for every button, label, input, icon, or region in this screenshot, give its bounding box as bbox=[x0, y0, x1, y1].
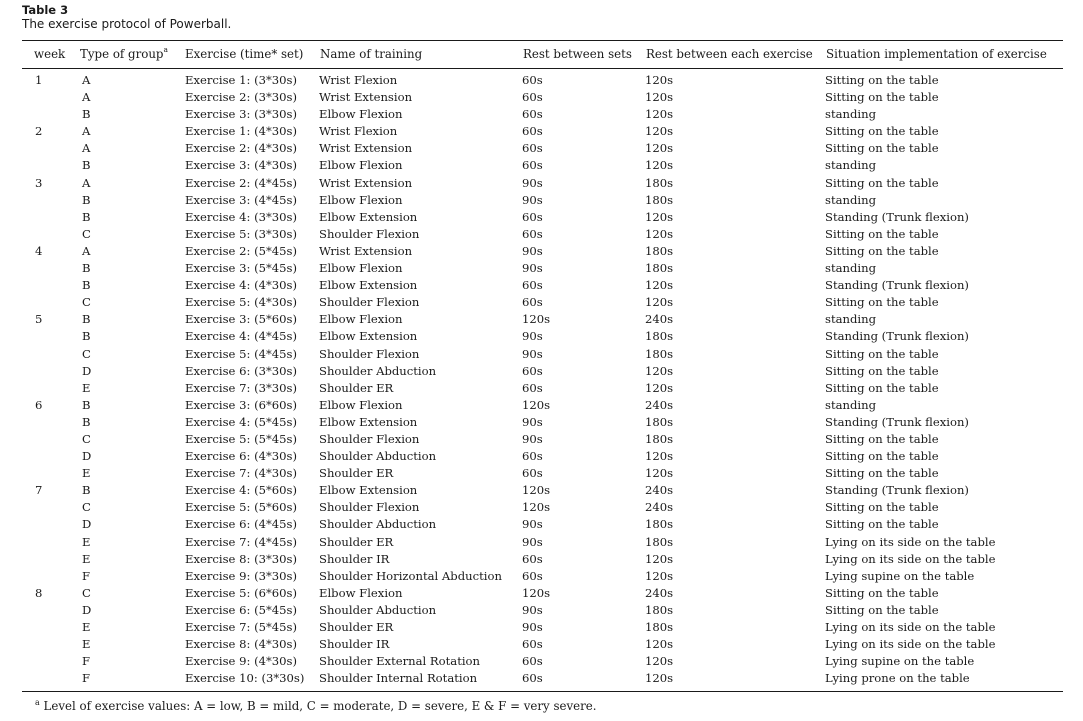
header-rule bbox=[22, 68, 1063, 69]
cell-group: D bbox=[82, 363, 92, 378]
cell-group: B bbox=[82, 329, 91, 344]
table-footnote bbox=[35, 698, 597, 714]
footnote-text: Level of exercise values: A = low, B = mild, C = moderate, D = severe, E & F = very severe. bbox=[43, 699, 597, 713]
cell-situation: Sitting on the table bbox=[825, 431, 939, 446]
table-row bbox=[0, 534, 1083, 551]
cell-rest-exercise: 120s bbox=[645, 654, 674, 669]
cell-rest-sets: 60s bbox=[522, 380, 543, 395]
cell-situation: standing bbox=[825, 261, 877, 276]
cell-rest-sets: 60s bbox=[522, 226, 543, 241]
cell-group: C bbox=[82, 346, 91, 361]
table-row bbox=[0, 431, 1083, 448]
cell-name: Elbow Flexion bbox=[319, 192, 403, 207]
bottom-rule bbox=[22, 691, 1063, 692]
table-row bbox=[0, 448, 1083, 465]
cell-rest-exercise: 180s bbox=[645, 431, 674, 446]
table-row bbox=[0, 192, 1083, 209]
cell-name: Elbow Extension bbox=[319, 278, 418, 293]
table-row bbox=[0, 670, 1083, 687]
cell-name: Shoulder Abduction bbox=[319, 517, 437, 532]
cell-situation: Sitting on the table bbox=[825, 141, 939, 156]
cell-situation: Standing (Trunk flexion) bbox=[825, 483, 969, 498]
cell-exercise: Exercise 7: (4*30s) bbox=[185, 466, 297, 481]
cell-situation: Sitting on the table bbox=[825, 226, 939, 241]
cell-group: E bbox=[82, 620, 91, 634]
cell-rest-sets: 90s bbox=[522, 175, 543, 190]
table-row bbox=[0, 397, 1083, 414]
cell-week: 1 bbox=[35, 73, 43, 87]
cell-rest-sets: 60s bbox=[522, 158, 543, 173]
cell-rest-exercise: 120s bbox=[645, 671, 674, 686]
cell-rest-sets: 90s bbox=[522, 534, 543, 549]
cell-name: Elbow Flexion bbox=[319, 158, 403, 173]
cell-name: Shoulder ER bbox=[319, 534, 394, 549]
cell-group: D bbox=[82, 449, 92, 464]
cell-rest-exercise: 180s bbox=[645, 261, 674, 276]
cell-name: Shoulder IR bbox=[319, 551, 390, 566]
table-row bbox=[0, 568, 1083, 585]
cell-name: Shoulder Flexion bbox=[319, 346, 420, 361]
header-name: Name of training bbox=[320, 47, 423, 61]
cell-situation: Sitting on the table bbox=[825, 500, 939, 515]
cell-name: Elbow Extension bbox=[319, 329, 418, 344]
table-row bbox=[0, 72, 1083, 89]
cell-rest-sets: 90s bbox=[522, 431, 543, 446]
cell-rest-sets: 90s bbox=[522, 620, 543, 634]
cell-exercise: Exercise 5: (4*45s) bbox=[185, 346, 297, 361]
cell-situation: Standing (Trunk flexion) bbox=[825, 278, 969, 293]
cell-exercise: Exercise 2: (5*45s) bbox=[185, 243, 297, 258]
table-row bbox=[0, 328, 1083, 345]
cell-name: Shoulder ER bbox=[319, 466, 394, 481]
cell-name: Shoulder Flexion bbox=[319, 431, 420, 446]
table-row bbox=[0, 551, 1083, 568]
cell-rest-sets: 90s bbox=[522, 243, 543, 258]
cell-rest-exercise: 120s bbox=[645, 107, 674, 122]
cell-rest-exercise: 240s bbox=[645, 585, 674, 600]
cell-rest-exercise: 180s bbox=[645, 329, 674, 344]
cell-name: Elbow Flexion bbox=[319, 397, 403, 412]
table-row bbox=[0, 175, 1083, 192]
cell-group: B bbox=[82, 312, 91, 327]
cell-rest-sets: 60s bbox=[522, 568, 543, 583]
header-group-label: Type of group bbox=[80, 47, 164, 61]
cell-rest-sets: 60s bbox=[522, 209, 543, 224]
cell-week: 8 bbox=[35, 585, 43, 600]
cell-exercise: Exercise 6: (4*45s) bbox=[185, 517, 297, 532]
cell-exercise: Exercise 5: (5*45s) bbox=[185, 431, 297, 446]
cell-rest-exercise: 120s bbox=[645, 380, 674, 395]
cell-situation: Sitting on the table bbox=[825, 449, 939, 464]
cell-rest-sets: 120s bbox=[522, 483, 551, 498]
cell-group: D bbox=[82, 517, 92, 532]
cell-situation: Standing (Trunk flexion) bbox=[825, 329, 969, 344]
cell-rest-sets: 60s bbox=[522, 466, 543, 481]
table-row bbox=[0, 585, 1083, 602]
table-body bbox=[0, 72, 1083, 687]
cell-rest-exercise: 120s bbox=[645, 158, 674, 173]
cell-name: Wrist Flexion bbox=[319, 124, 398, 139]
cell-rest-sets: 60s bbox=[522, 654, 543, 669]
cell-exercise: Exercise 9: (3*30s) bbox=[185, 568, 297, 583]
cell-group: A bbox=[82, 90, 91, 105]
cell-group: B bbox=[82, 261, 91, 276]
cell-name: Shoulder Abduction bbox=[319, 363, 437, 378]
cell-group: B bbox=[82, 192, 91, 207]
table-row bbox=[0, 636, 1083, 653]
cell-name: Elbow Extension bbox=[319, 209, 418, 224]
cell-situation: Sitting on the table bbox=[825, 517, 939, 532]
cell-name: Wrist Extension bbox=[319, 243, 413, 258]
cell-rest-sets: 60s bbox=[522, 637, 543, 652]
cell-rest-sets: 60s bbox=[522, 551, 543, 566]
cell-situation: Standing (Trunk flexion) bbox=[825, 209, 969, 224]
cell-rest-sets: 90s bbox=[522, 517, 543, 532]
cell-exercise: Exercise 4: (3*30s) bbox=[185, 209, 297, 224]
cell-name: Shoulder External Rotation bbox=[319, 654, 481, 669]
cell-name: Shoulder IR bbox=[319, 637, 390, 652]
cell-exercise: Exercise 7: (4*45s) bbox=[185, 534, 297, 549]
cell-rest-sets: 60s bbox=[522, 90, 543, 105]
cell-name: Shoulder Abduction bbox=[319, 449, 437, 464]
cell-situation: Sitting on the table bbox=[825, 175, 939, 190]
cell-rest-exercise: 120s bbox=[645, 637, 674, 652]
cell-rest-exercise: 120s bbox=[645, 363, 674, 378]
cell-rest-sets: 60s bbox=[522, 107, 543, 122]
cell-week: 4 bbox=[35, 243, 43, 258]
cell-situation: Lying on its side on the table bbox=[825, 551, 996, 566]
cell-rest-exercise: 120s bbox=[645, 90, 674, 105]
cell-name: Shoulder ER bbox=[319, 620, 394, 634]
cell-rest-sets: 60s bbox=[522, 124, 543, 139]
cell-exercise: Exercise 3: (3*30s) bbox=[185, 107, 297, 122]
cell-rest-sets: 120s bbox=[522, 585, 551, 600]
cell-exercise: Exercise 3: (4*30s) bbox=[185, 158, 297, 173]
cell-exercise: Exercise 1: (3*30s) bbox=[185, 73, 297, 87]
table-row bbox=[0, 243, 1083, 260]
header-group-footnote-mark: a bbox=[163, 45, 168, 54]
cell-rest-exercise: 180s bbox=[645, 517, 674, 532]
cell-group: A bbox=[82, 243, 91, 258]
cell-group: B bbox=[82, 414, 91, 429]
cell-rest-sets: 120s bbox=[522, 312, 551, 327]
cell-situation: Sitting on the table bbox=[825, 585, 939, 600]
cell-group: A bbox=[82, 141, 91, 156]
cell-group: A bbox=[82, 124, 91, 139]
cell-rest-exercise: 180s bbox=[645, 534, 674, 549]
cell-rest-sets: 60s bbox=[522, 73, 543, 87]
table-row bbox=[0, 209, 1083, 226]
cell-situation: Standing (Trunk flexion) bbox=[825, 414, 969, 429]
cell-name: Wrist Extension bbox=[319, 175, 413, 190]
cell-rest-exercise: 180s bbox=[645, 192, 674, 207]
cell-rest-exercise: 180s bbox=[645, 620, 674, 634]
cell-situation: Sitting on the table bbox=[825, 124, 939, 139]
table-row bbox=[0, 346, 1083, 363]
cell-group: B bbox=[82, 278, 91, 293]
table-row bbox=[0, 89, 1083, 106]
cell-exercise: Exercise 1: (4*30s) bbox=[185, 124, 297, 139]
cell-exercise: Exercise 6: (5*45s) bbox=[185, 602, 297, 617]
cell-group: C bbox=[82, 226, 91, 241]
table-row bbox=[0, 465, 1083, 482]
cell-week: 3 bbox=[35, 175, 43, 190]
cell-name: Wrist Extension bbox=[319, 141, 413, 156]
cell-group: E bbox=[82, 551, 91, 566]
cell-name: Elbow Flexion bbox=[319, 261, 403, 276]
cell-group: A bbox=[82, 175, 91, 190]
top-rule bbox=[22, 40, 1063, 41]
cell-exercise: Exercise 5: (4*30s) bbox=[185, 295, 297, 310]
cell-name: Shoulder Abduction bbox=[319, 602, 437, 617]
table-row bbox=[0, 311, 1083, 328]
cell-group: D bbox=[82, 602, 92, 617]
table-row bbox=[0, 157, 1083, 174]
cell-exercise: Exercise 4: (4*30s) bbox=[185, 278, 297, 293]
cell-rest-exercise: 240s bbox=[645, 500, 674, 515]
cell-situation: standing bbox=[825, 158, 877, 173]
cell-exercise: Exercise 2: (4*30s) bbox=[185, 141, 297, 156]
cell-exercise: Exercise 2: (3*30s) bbox=[185, 90, 297, 105]
cell-week: 2 bbox=[35, 124, 43, 139]
cell-situation: Lying on its side on the table bbox=[825, 620, 996, 634]
cell-rest-sets: 90s bbox=[522, 414, 543, 429]
table-title: The exercise protocol of Powerball. bbox=[22, 17, 232, 31]
cell-situation: Lying supine on the table bbox=[825, 654, 975, 669]
cell-rest-sets: 90s bbox=[522, 329, 543, 344]
table-label: Table 3 bbox=[22, 3, 69, 17]
cell-rest-exercise: 120s bbox=[645, 449, 674, 464]
cell-situation: Lying prone on the table bbox=[825, 671, 970, 686]
cell-rest-exercise: 240s bbox=[645, 312, 674, 327]
cell-situation: Sitting on the table bbox=[825, 380, 939, 395]
cell-group: A bbox=[82, 73, 91, 87]
cell-rest-sets: 120s bbox=[522, 397, 551, 412]
cell-rest-exercise: 120s bbox=[645, 141, 674, 156]
cell-situation: Sitting on the table bbox=[825, 73, 939, 87]
table-row bbox=[0, 516, 1083, 533]
cell-group: B bbox=[82, 107, 91, 122]
table-row bbox=[0, 380, 1083, 397]
cell-situation: Sitting on the table bbox=[825, 90, 939, 105]
cell-group: B bbox=[82, 209, 91, 224]
cell-rest-sets: 90s bbox=[522, 346, 543, 361]
cell-rest-sets: 90s bbox=[522, 261, 543, 276]
cell-name: Elbow Flexion bbox=[319, 585, 403, 600]
table-row bbox=[0, 482, 1083, 499]
table-header bbox=[0, 45, 1083, 63]
cell-exercise: Exercise 5: (5*60s) bbox=[185, 500, 297, 515]
cell-situation: standing bbox=[825, 107, 877, 122]
table-row bbox=[0, 294, 1083, 311]
cell-week: 5 bbox=[35, 312, 43, 327]
cell-exercise: Exercise 9: (4*30s) bbox=[185, 654, 297, 669]
cell-group: F bbox=[82, 654, 91, 669]
table-row bbox=[0, 260, 1083, 277]
header-rest-sets: Rest between sets bbox=[523, 47, 632, 61]
header-exercise: Exercise (time* set) bbox=[185, 47, 304, 61]
cell-rest-exercise: 120s bbox=[645, 551, 674, 566]
cell-group: B bbox=[82, 483, 91, 498]
cell-exercise: Exercise 5: (6*60s) bbox=[185, 585, 297, 600]
cell-rest-exercise: 120s bbox=[645, 568, 674, 583]
table-row bbox=[0, 106, 1083, 123]
cell-situation: Lying on its side on the table bbox=[825, 534, 996, 549]
cell-rest-sets: 60s bbox=[522, 449, 543, 464]
cell-exercise: Exercise 3: (5*45s) bbox=[185, 261, 297, 276]
cell-rest-sets: 90s bbox=[522, 602, 543, 617]
cell-exercise: Exercise 10: (3*30s) bbox=[185, 671, 305, 686]
cell-rest-sets: 90s bbox=[522, 192, 543, 207]
cell-name: Elbow Flexion bbox=[319, 312, 403, 327]
cell-group: B bbox=[82, 158, 91, 173]
cell-group: C bbox=[82, 431, 91, 446]
cell-group: C bbox=[82, 295, 91, 310]
cell-rest-exercise: 180s bbox=[645, 243, 674, 258]
cell-rest-exercise: 240s bbox=[645, 483, 674, 498]
cell-exercise: Exercise 7: (3*30s) bbox=[185, 380, 297, 395]
cell-group: E bbox=[82, 380, 91, 395]
cell-rest-exercise: 180s bbox=[645, 414, 674, 429]
table-row bbox=[0, 226, 1083, 243]
cell-exercise: Exercise 4: (5*45s) bbox=[185, 414, 297, 429]
cell-exercise: Exercise 3: (6*60s) bbox=[185, 397, 297, 412]
table-row bbox=[0, 140, 1083, 157]
cell-situation: standing bbox=[825, 192, 877, 207]
cell-group: F bbox=[82, 671, 91, 686]
cell-name: Shoulder Flexion bbox=[319, 500, 420, 515]
cell-exercise: Exercise 3: (4*45s) bbox=[185, 192, 297, 207]
cell-rest-exercise: 180s bbox=[645, 175, 674, 190]
cell-exercise: Exercise 4: (4*45s) bbox=[185, 329, 297, 344]
table-row bbox=[0, 123, 1083, 140]
cell-week: 7 bbox=[35, 483, 43, 498]
cell-rest-exercise: 180s bbox=[645, 346, 674, 361]
cell-situation: Sitting on the table bbox=[825, 295, 939, 310]
cell-situation: Sitting on the table bbox=[825, 602, 939, 617]
cell-group: E bbox=[82, 534, 91, 549]
cell-exercise: Exercise 4: (5*60s) bbox=[185, 483, 297, 498]
header-week: week bbox=[34, 47, 66, 61]
table-row bbox=[0, 602, 1083, 619]
cell-situation: standing bbox=[825, 397, 877, 412]
header-rest-exercise: Rest between each exercise bbox=[646, 47, 813, 61]
cell-group: E bbox=[82, 466, 91, 481]
cell-group: E bbox=[82, 637, 91, 652]
cell-exercise: Exercise 3: (5*60s) bbox=[185, 312, 297, 327]
cell-exercise: Exercise 6: (3*30s) bbox=[185, 363, 297, 378]
cell-situation: standing bbox=[825, 312, 877, 327]
cell-situation: Sitting on the table bbox=[825, 346, 939, 361]
cell-rest-exercise: 240s bbox=[645, 397, 674, 412]
table-caption bbox=[22, 3, 231, 32]
cell-exercise: Exercise 8: (3*30s) bbox=[185, 551, 297, 566]
table-row bbox=[0, 499, 1083, 516]
cell-name: Shoulder Internal Rotation bbox=[319, 671, 478, 686]
cell-situation: Sitting on the table bbox=[825, 363, 939, 378]
cell-exercise: Exercise 6: (4*30s) bbox=[185, 449, 297, 464]
cell-rest-exercise: 180s bbox=[645, 602, 674, 617]
table-row bbox=[0, 653, 1083, 670]
cell-name: Wrist Extension bbox=[319, 90, 413, 105]
cell-name: Shoulder Flexion bbox=[319, 295, 420, 310]
cell-name: Shoulder Horizontal Abduction bbox=[319, 568, 502, 583]
cell-group: B bbox=[82, 397, 91, 412]
table-row bbox=[0, 414, 1083, 431]
header-situation: Situation implementation of exercise bbox=[826, 47, 1047, 61]
cell-group: F bbox=[82, 568, 91, 583]
cell-rest-exercise: 120s bbox=[645, 295, 674, 310]
cell-situation: Sitting on the table bbox=[825, 466, 939, 481]
cell-name: Elbow Flexion bbox=[319, 107, 403, 122]
cell-situation: Sitting on the table bbox=[825, 243, 939, 258]
table-row bbox=[0, 619, 1083, 636]
cell-situation: Lying supine on the table bbox=[825, 568, 975, 583]
cell-rest-sets: 60s bbox=[522, 671, 543, 686]
cell-exercise: Exercise 7: (5*45s) bbox=[185, 620, 297, 634]
cell-exercise: Exercise 5: (3*30s) bbox=[185, 226, 297, 241]
cell-rest-exercise: 120s bbox=[645, 73, 674, 87]
cell-name: Elbow Extension bbox=[319, 483, 418, 498]
table-row bbox=[0, 363, 1083, 380]
cell-rest-exercise: 120s bbox=[645, 466, 674, 481]
cell-situation: Lying on its side on the table bbox=[825, 637, 996, 652]
cell-rest-exercise: 120s bbox=[645, 278, 674, 293]
cell-group: C bbox=[82, 585, 91, 600]
table-row bbox=[0, 277, 1083, 294]
cell-rest-exercise: 120s bbox=[645, 124, 674, 139]
cell-rest-sets: 120s bbox=[522, 500, 551, 515]
header-group bbox=[80, 45, 168, 63]
cell-week: 6 bbox=[35, 397, 43, 412]
cell-name: Elbow Extension bbox=[319, 414, 418, 429]
cell-name: Shoulder ER bbox=[319, 380, 394, 395]
cell-name: Shoulder Flexion bbox=[319, 226, 420, 241]
cell-rest-sets: 60s bbox=[522, 141, 543, 156]
cell-rest-exercise: 120s bbox=[645, 209, 674, 224]
cell-rest-sets: 60s bbox=[522, 363, 543, 378]
cell-rest-exercise: 120s bbox=[645, 226, 674, 241]
footnote-mark: a bbox=[35, 698, 40, 707]
cell-exercise: Exercise 2: (4*45s) bbox=[185, 175, 297, 190]
cell-exercise: Exercise 8: (4*30s) bbox=[185, 637, 297, 652]
cell-name: Wrist Flexion bbox=[319, 73, 398, 87]
cell-group: C bbox=[82, 500, 91, 515]
cell-rest-sets: 60s bbox=[522, 278, 543, 293]
cell-rest-sets: 60s bbox=[522, 295, 543, 310]
